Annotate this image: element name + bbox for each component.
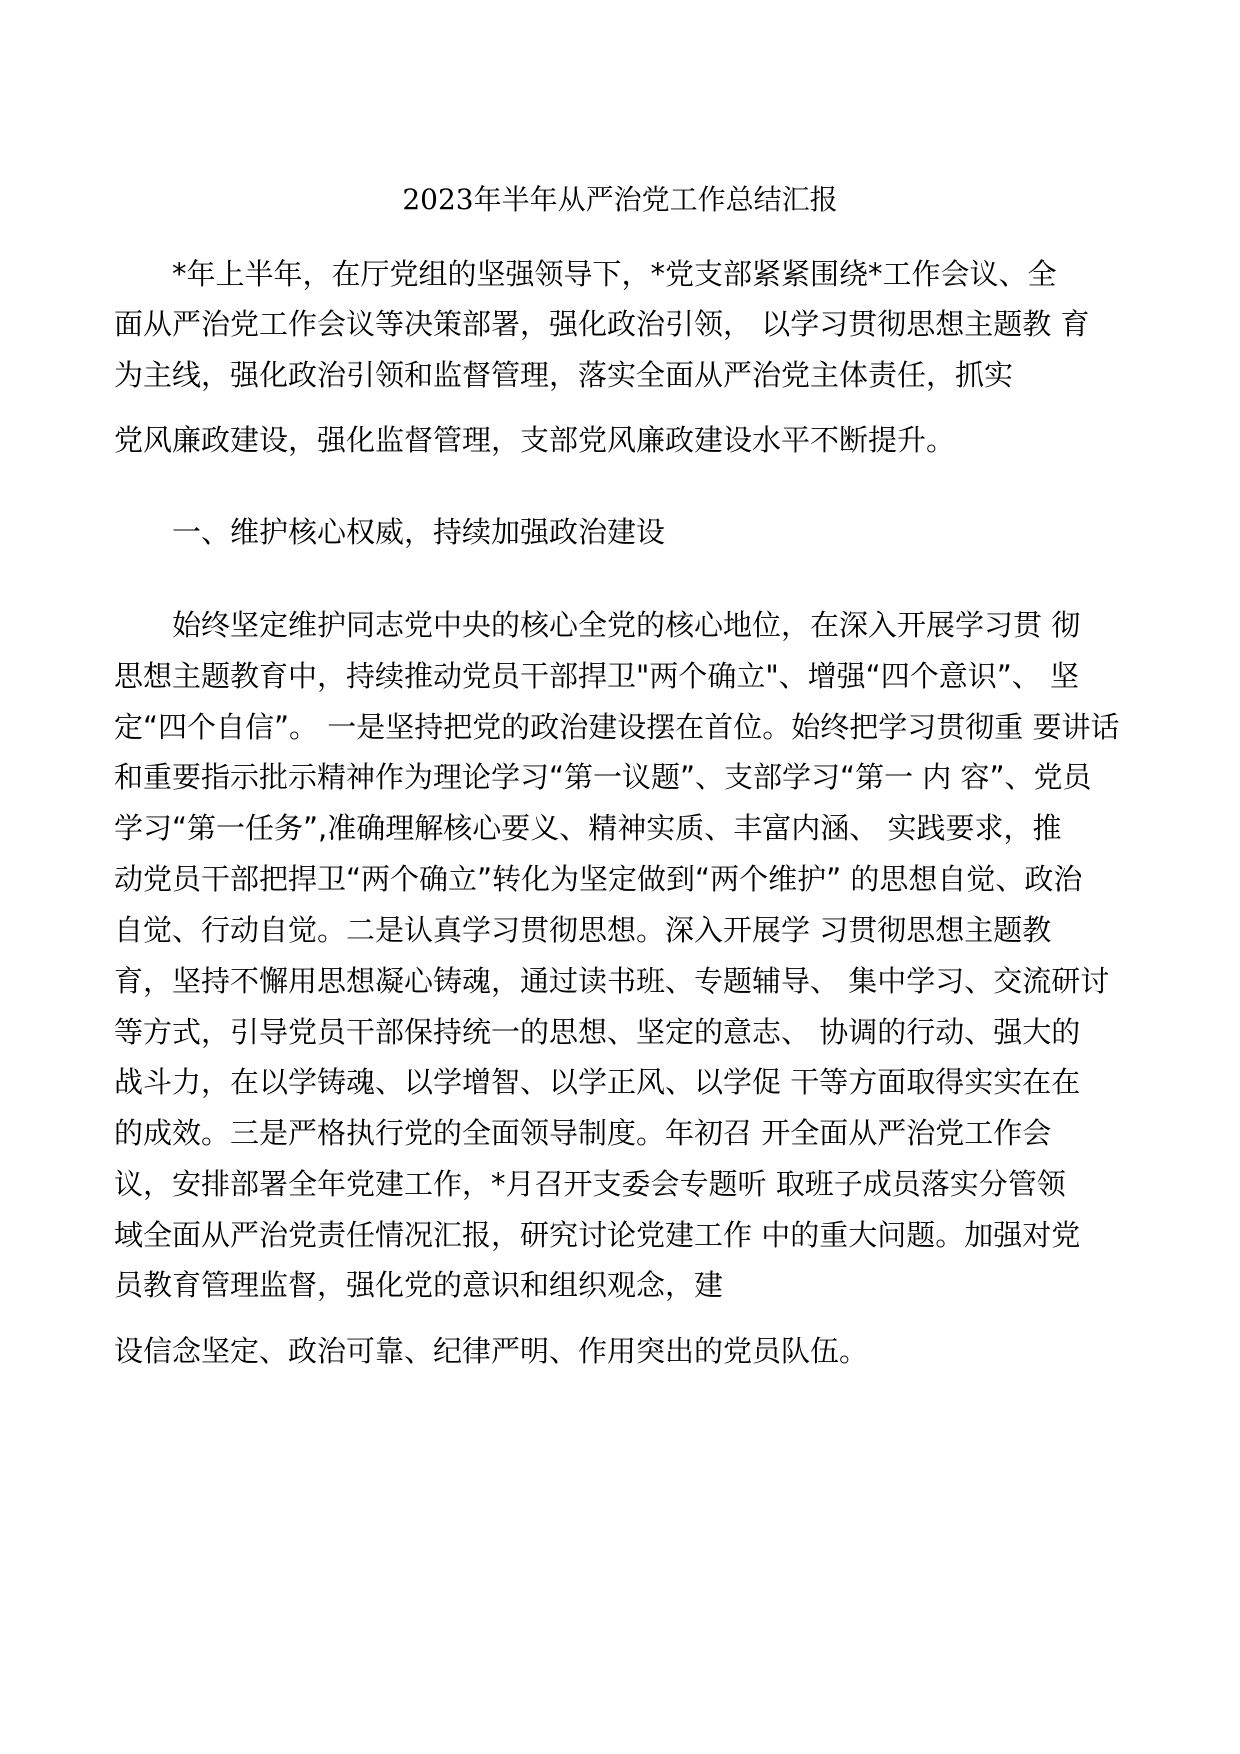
body-line: 思想主题教育中，持续推动党员干部捍卫"两个确立"、增强“四个意识”、 坚 xyxy=(114,659,1079,693)
body-line: 始终坚定维护同志党中央的核心全党的核心地位，在深入开展学习贯 彻 xyxy=(172,608,1081,642)
body-line: 动党员干部把捍卫“两个确立”转化为坚定做到“两个维护” 的思想自觉、政治 xyxy=(114,862,1083,896)
document-title: 2023年半年从严治党工作总结汇报 xyxy=(402,183,838,216)
body-line: 设信念坚定、政治可靠、纪律严明、作用突出的党员队伍。 xyxy=(114,1334,869,1368)
intro-line: *年上半年，在厅党组的坚强领导下，*党支部紧紧围绕*工作会议、全 xyxy=(172,257,1057,291)
section-heading: 一、维护核心权威，持续加强政治建设 xyxy=(172,515,666,549)
body-line: 学习“第一任务”,准确理解核心要义、精神实质、丰富内涵、 实践要求，推 xyxy=(114,811,1062,845)
body-line: 和重要指示批示精神作为理论学习“第一议题”、支部学习“第一 内 容”、党员 xyxy=(114,760,1092,794)
body-line: 域全面从严治党责任情况汇报，研究讨论党建工作 中的重大问题。加强对党 xyxy=(114,1218,1081,1252)
body-line: 定“四个自信”。 一是坚持把党的政治建设摆在首位。始终把学习贯彻重 要讲话 xyxy=(114,710,1120,744)
body-line: 育，坚持不懈用思想凝心铸魂，通过读书班、专题辅导、 集中学习、交流研讨 xyxy=(114,964,1110,998)
body-line: 员教育管理监督，强化党的意识和组织观念，建 xyxy=(114,1268,724,1302)
intro-line: 面从严治党工作会议等决策部署，强化政治引领， 以学习贯彻思想主题教 育 xyxy=(114,307,1090,341)
intro-line: 党风廉政建设，强化监督管理，支部党风廉政建设水平不断提升。 xyxy=(114,423,956,457)
intro-line: 为主线，强化政治引领和监督管理，落实全面从严治党主体责任，抓实 xyxy=(114,358,1014,392)
body-line: 的成效。三是严格执行党的全面领导制度。年初召 开全面从严治党工作会 xyxy=(114,1116,1052,1150)
body-line: 战斗力，在以学铸魂、以学增智、以学正风、以学促 干等方面取得实实在在 xyxy=(114,1065,1081,1099)
body-line: 自觉、行动自觉。二是认真学习贯彻思想。深入开展学 习贯彻思想主题教 xyxy=(114,913,1052,947)
body-line: 议，安排部署全年党建工作，*月召开支委会专题听 取班子成员落实分管领 xyxy=(114,1167,1066,1201)
body-line: 等方式，引导党员干部保持统一的思想、坚定的意志、 协调的行动、强大的 xyxy=(114,1015,1081,1049)
